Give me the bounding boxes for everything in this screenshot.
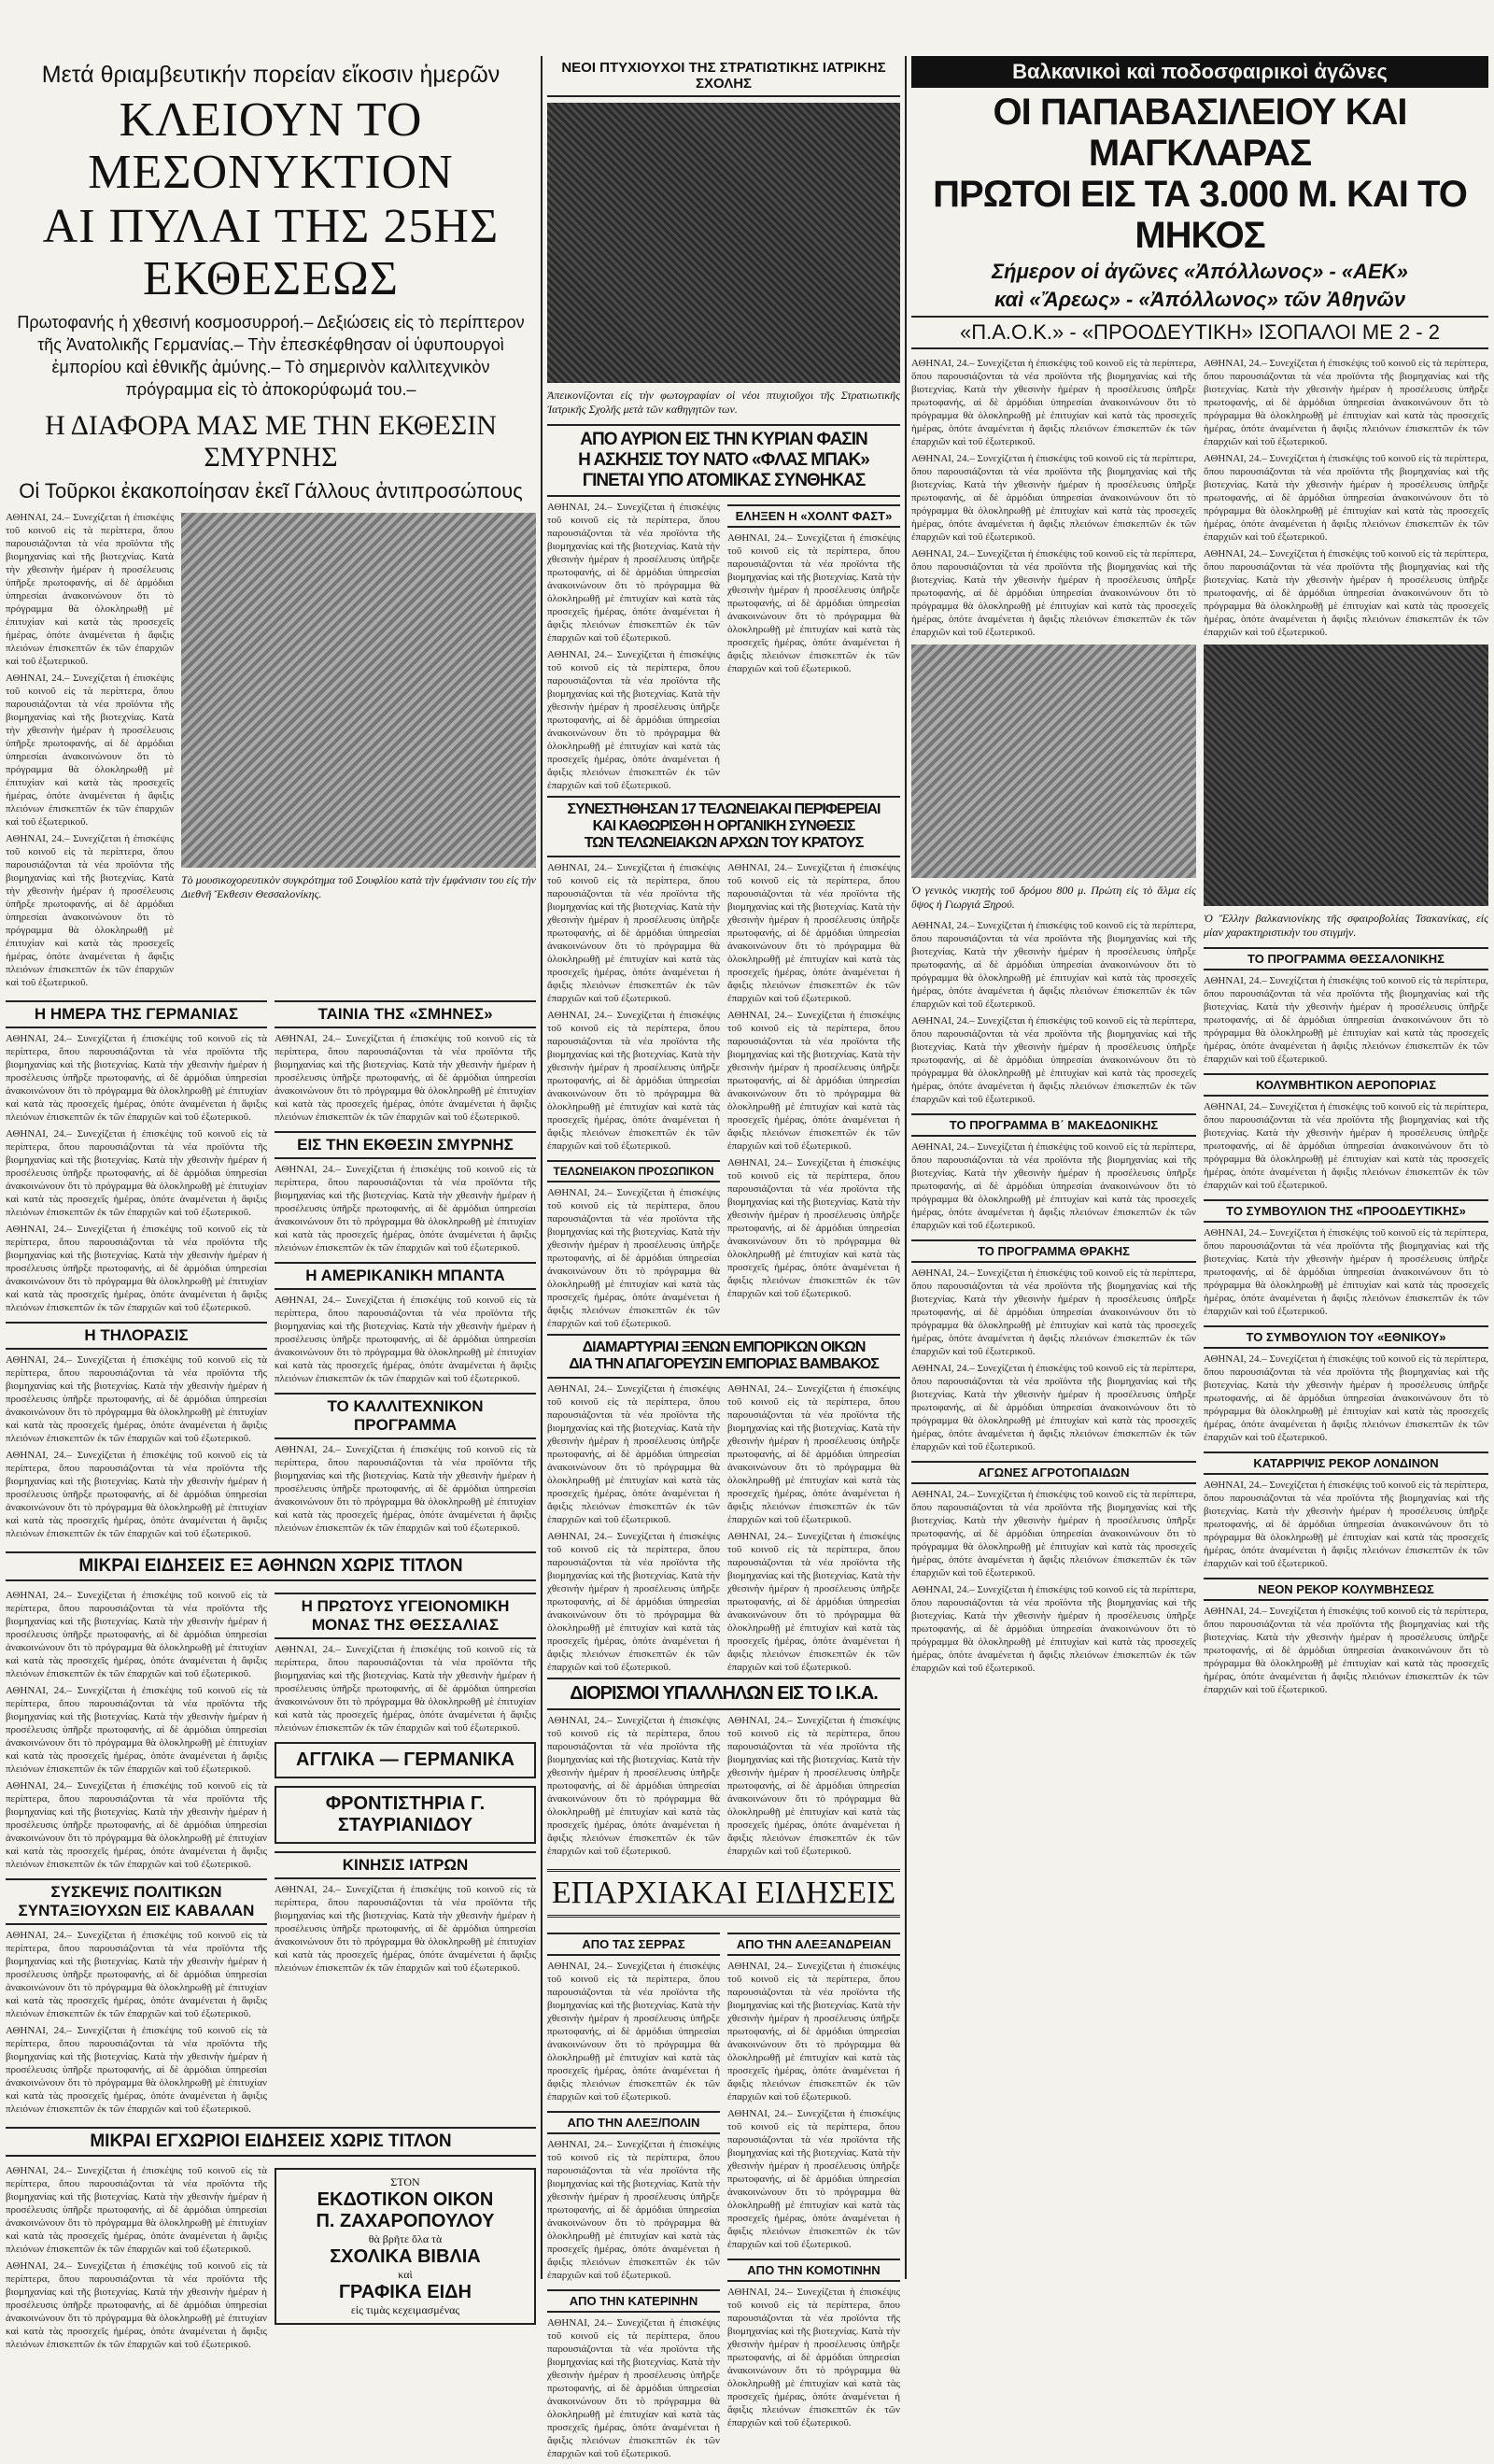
- article-text: ΑΘΗΝΑΙ, 24.– Συνεχίζεται ἡ ἐπισκέψις τοῦ κοινοῦ εἰς τὰ περίπτερα, ὅπου παρουσιάζονται τὰ νέα προϊόντα τῆς βιομηχανίας καὶ τῆς βιοτεχνίας. Κατὰ τὴν χθεσινὴν ἡμέραν ἡ προσέλευσις ὑπῆρξε πρωτοφανής, αἱ δὲ ἀρμόδιαι ὑπηρεσίαι ἀνακοινώνουν ὅτι τὸ πρόγραμμα θὰ ὁλοκληρωθῇ μὲ ἐπιτυχίαν καὶ κατὰ τὰς προσεχεῖς ἡμέρας, ὁπότε ἀναμένεται ἡ ἄφιξις πλειόνων ἐπισκεπτῶν ἐκ τῶν ἐπαρχιῶν καὶ τοῦ ἐξωτερικοῦ.: [275, 1295, 536, 1384]
- article-text: ΑΘΗΝΑΙ, 24.– Συνεχίζεται ἡ ἐπισκέψις τοῦ κοινοῦ εἰς τὰ περίπτερα, ὅπου παρουσιάζονται τὰ νέα προϊόντα τῆς βιομηχανίας καὶ τῆς βιοτεχνίας. Κατὰ τὴν χθεσινὴν ἡμέραν ἡ προσέλευσις ὑπῆρξε πρωτοφανής, αἱ δὲ ἀρμόδιαι ὑπηρεσίαι ἀνακοινώνουν ὅτι τὸ πρόγραμμα θὰ ὁλοκληρωθῇ μὲ ἐπιτυχίαν καὶ κατὰ τὰς προσεχεῖς ἡμέρας, ὁπότε ἀναμένεται ἡ ἄφιξις πλειόνων ἐπισκεπτῶν ἐκ τῶν ἐπαρχιῶν καὶ τοῦ ἐξωτερικοῦ.: [1204, 1353, 1488, 1443]
- section-program: ΤΟ ΚΑΛΛΙΤΕΧΝΙΚΟΝ ΠΡΟΓΡΑΜΜΑ: [275, 1393, 536, 1439]
- article-text: ΑΘΗΝΑΙ, 24.– Συνεχίζεται ἡ ἐπισκέψις τοῦ κοινοῦ εἰς τὰ περίπτερα, ὅπου παρουσιάζονται τὰ νέα προϊόντα τῆς βιομηχανίας καὶ τῆς βιοτεχνίας. Κατὰ τὴν χθεσινὴν ἡμέραν ἡ προσέλευσις ὑπῆρξε πρωτοφανής, αἱ δὲ ἀρμόδιαι ὑπηρεσίαι ἀνακοινώνουν ὅτι τὸ πρόγραμμα θὰ ὁλοκληρωθῇ μὲ ἐπιτυχίαν καὶ κατὰ τὰς προσεχεῖς ἡμέρας, ὁπότε ἀναμένεται ἡ ἄφιξις πλειόνων ἐπισκεπτῶν ἐκ τῶν ἐπαρχιῶν καὶ τοῦ ἐξωτερικοῦ.: [6, 1685, 267, 1775]
- article-text: ΑΘΗΝΑΙ, 24.– Συνεχίζεται ἡ ἐπισκέψις τοῦ κοινοῦ εἰς τὰ περίπτερα, ὅπου παρουσιάζονται τὰ νέα προϊόντα τῆς βιομηχανίας καὶ τῆς βιοτεχνίας. Κατὰ τὴν χθεσινὴν ἡμέραν ἡ προσέλευσις ὑπῆρξε πρωτοφανής, αἱ δὲ ἀρμόδιαι ὑπηρεσίαι ἀνακοινώνουν ὅτι τὸ πρόγραμμα θὰ ὁλοκληρωθῇ μὲ ἐπιτυχίαν καὶ κατὰ τὰς προσεχεῖς ἡμέρας, ὁπότε ἀναμένεται ἡ ἄφιξις πλειόνων ἐπισκεπτῶν ἐκ τῶν ἐπαρχιῶν καὶ τοῦ ἐξωτερικοῦ.: [911, 1363, 1196, 1452]
- customs-headline-3: ΤΩΝ ΤΕΛΩΝΕΙΑΚΩΝ ΑΡΧΩΝ ΤΟΥ ΚΡΑΤΟΥΣ: [547, 835, 900, 857]
- medical-school-banner: ΝΕΟΙ ΠΤΥΧΙΟΥΧΟΙ ΤΗΣ ΣΤΡΑΤΙΩΤΙΚΗΣ ΙΑΤΡΙΚΗΣ ΣΧΟΛΗΣ: [547, 56, 900, 97]
- ad-publisher-name: Π. ΖΑΧΑΡΟΠΟΥΛΟΥ: [316, 2211, 495, 2231]
- article-text: ΑΘΗΝΑΙ, 24.– Συνεχίζεται ἡ ἐπισκέψις τοῦ κοινοῦ εἰς τὰ περίπτερα, ὅπου παρουσιάζονται τὰ νέα προϊόντα τῆς βιομηχανίας καὶ τῆς βιοτεχνίας. Κατὰ τὴν χθεσινὴν ἡμέραν ἡ προσέλευσις ὑπῆρξε πρωτοφανής, αἱ δὲ ἀρμόδιαι ὑπηρεσίαι ἀνακοινώνουν ὅτι τὸ πρόγραμμα θὰ ὁλοκληρωθῇ μὲ ἐπιτυχίαν καὶ κατὰ τὰς προσεχεῖς ἡμέρας, ὁπότε ἀναμένεται ἡ ἄφιξις πλειόνων ἐπισκεπτῶν ἐκ τῶν ἐπαρχιῶν καὶ τοῦ ἐξωτερικοῦ.: [275, 1884, 536, 1974]
- article-text: ΑΘΗΝΑΙ, 24.– Συνεχίζεται ἡ ἐπισκέψις τοῦ κοινοῦ εἰς τὰ περίπτερα, ὅπου παρουσιάζονται τὰ νέα προϊόντα τῆς βιομηχανίας καὶ τῆς βιοτεχνίας. Κατὰ τὴν χθεσινὴν ἡμέραν ἡ προσέλευσις ὑπῆρξε πρωτοφανής, αἱ δὲ ἀρμόδιαι ὑπηρεσίαι ἀνακοινώνουν ὅτι τὸ πρόγραμμα θὰ ὁλοκληρωθῇ μὲ ἐπιτυχίαν καὶ κατὰ τὰς προσεχεῖς ἡμέρας, ὁπότε ἀναμένεται ἡ ἄφιξις πλειόνων ἐπισκεπτῶν ἐκ τῶν ἐπαρχιῶν καὶ τοῦ ἐξωτερικοῦ.: [6, 1590, 267, 1679]
- section-television: Η ΤΗΛΟΡΑΣΙΣ: [6, 1322, 267, 1350]
- section-health-unit: Η ΠΡΩΤΟΥΣ ΥΓΕΙΟΝΟΜΙΚΗ ΜΟΝΑΣ ΤΗΣ ΘΕΣΣΑΛΙΑΣ: [275, 1593, 536, 1639]
- article-text: ΑΘΗΝΑΙ, 24.– Συνεχίζεται ἡ ἐπισκέψις τοῦ κοινοῦ εἰς τὰ περίπτερα, ὅπου παρουσιάζονται τὰ νέα προϊόντα τῆς βιομηχανίας καὶ τῆς βιοτεχνίας. Κατὰ τὴν χθεσινὴν ἡμέραν ἡ προσέλευσις ὑπῆρξε πρωτοφανής, αἱ δὲ ἀρμόδιαι ὑπηρεσίαι ἀνακοινώνουν ὅτι τὸ πρόγραμμα θὰ ὁλοκληρωθῇ μὲ ἐπιτυχίαν καὶ κατὰ τὰς προσεχεῖς ἡμέρας, ὁπότε ἀναμένεται ἡ ἄφιξις πλειόνων ἐπισκεπτῶν ἐκ τῶν ἐπαρχιῶν καὶ τοῦ ἐξωτερικοῦ.: [547, 2317, 720, 2459]
- article-text: ΑΘΗΝΑΙ, 24.– Συνεχίζεται ἡ ἐπισκέψις τοῦ κοινοῦ εἰς τὰ περίπτερα, ὅπου παρουσιάζονται τὰ νέα προϊόντα τῆς βιομηχανίας καὶ τῆς βιοτεχνίας. Κατὰ τὴν χθεσινὴν ἡμέραν ἡ προσέλευσις ὑπῆρξε πρωτοφανής, αἱ δὲ ἀρμόδιαι ὑπηρεσίαι ἀνακοινώνουν ὅτι τὸ πρόγραμμα θὰ ὁλοκληρωθῇ μὲ ἐπιτυχίαν καὶ κατὰ τὰς προσεχεῖς ἡμέρας, ὁπότε ἀναμένεται ἡ ἄφιξις πλειόνων ἐπισκεπτῶν ἐκ τῶν ἐπαρχιῶν καὶ τοῦ ἐξωτερικοῦ.: [6, 512, 174, 667]
- smyrna-subhead: Η ΔΙΑΦΟΡΑ ΜΑΣ ΜΕ ΤΗΝ ΕΚΘΕΣΙΝ ΣΜΥΡΝΗΣ: [45, 410, 497, 473]
- section-thrace: ΤΟ ΠΡΟΓΡΑΜΜΑ ΘΡΑΚΗΣ: [911, 1239, 1196, 1263]
- section-london-records: ΚΑΤΑΡΡΙΨΙΣ ΡΕΚΟΡ ΛΟΝΔΙΝΟΝ: [1204, 1451, 1488, 1475]
- ad-publisher-line: εἰς τιμὰς κεχειμασμένας: [350, 2303, 460, 2316]
- graduates-photo-caption: Ἀπεικονίζονται εἰς τὴν φωτογραφίαν οἱ νέοι πτυχιοῦχοι τῆς Στρατιωτικῆς Ἰατρικῆς Σχολῆς μετὰ τῶν καθηγητῶν των.: [547, 389, 900, 416]
- section-customs-personnel: ΤΕΛΩΝΕΙΑΚΟΝ ΠΡΟΣΩΠΙΚΟΝ: [547, 1160, 720, 1182]
- ad-publisher: [275, 2168, 536, 2325]
- article-text: ΑΘΗΝΑΙ, 24.– Συνεχίζεται ἡ ἐπισκέψις τοῦ κοινοῦ εἰς τὰ περίπτερα, ὅπου παρουσιάζονται τὰ νέα προϊόντα τῆς βιομηχανίας καὶ τῆς βιοτεχνίας. Κατὰ τὴν χθεσινὴν ἡμέραν ἡ προσέλευσις ὑπῆρξε πρωτοφανής, αἱ δὲ ἀρμόδιαι ὑπηρεσίαι ἀνακοινώνουν ὅτι τὸ πρόγραμμα θὰ ὁλοκληρωθῇ μὲ ἐπιτυχίαν καὶ κατὰ τὰς προσεχεῖς ἡμέρας, ὁπότε ἀναμένεται ἡ ἄφιξις πλειόνων ἐπισκεπτῶν ἐκ τῶν ἐπαρχιῶν καὶ τοῦ ἐξωτερικοῦ.: [727, 1715, 900, 1857]
- section-smyrna: ΕΙΣ ΤΗΝ ΕΚΘΕΣΙΝ ΣΜΥΡΝΗΣ: [275, 1131, 536, 1159]
- graduates-photo: [547, 103, 900, 383]
- section-ethnikos-council: ΤΟ ΣΥΜΒΟΥΛΙΟΝ ΤΟΥ «ΕΘΝΙΚΟΥ»: [1204, 1325, 1488, 1349]
- provincial-news-headline: ΕΠΑΡΧΙΑΚΑΙ ΕΙΔΗΣΕΙΣ: [547, 1869, 900, 1918]
- section-doctors: ΚΙΝΗΣΙΣ ΙΑΤΡΩΝ: [275, 1851, 536, 1879]
- ad-publisher-line: θὰ βρῆτε ὅλα τὰ: [368, 2232, 443, 2245]
- section-american-band: Η ΑΜΕΡΙΚΑΝΙΚΗ ΜΠΑΝΤΑ: [275, 1262, 536, 1290]
- column-middle: [542, 56, 906, 2459]
- article-text: ΑΘΗΝΑΙ, 24.– Συνεχίζεται ἡ ἐπισκέψις τοῦ κοινοῦ εἰς τὰ περίπτερα, ὅπου παρουσιάζονται τὰ νέα προϊόντα τῆς βιομηχανίας καὶ τῆς βιοτεχνίας. Κατὰ τὴν χθεσινὴν ἡμέραν ἡ προσέλευσις ὑπῆρξε πρωτοφανής, αἱ δὲ ἀρμόδιαι ὑπηρεσίαι ἀνακοινώνουν ὅτι τὸ πρόγραμμα θὰ ὁλοκληρωθῇ μὲ ἐπιτυχίαν καὶ κατὰ τὰς προσεχεῖς ἡμέρας, ὁπότε ἀναμένεται ἡ ἄφιξις πλειόνων ἐπισκεπτῶν ἐκ τῶν ἐπαρχιῶν καὶ τοῦ ἐξωτερικοῦ.: [911, 453, 1196, 543]
- article-text: ΑΘΗΝΑΙ, 24.– Συνεχίζεται ἡ ἐπισκέψις τοῦ κοινοῦ εἰς τὰ περίπτερα, ὅπου παρουσιάζονται τὰ νέα προϊόντα τῆς βιομηχανίας καὶ τῆς βιοτεχνίας. Κατὰ τὴν χθεσινὴν ἡμέραν ἡ προσέλευσις ὑπῆρξε πρωτοφανής, αἱ δὲ ἀρμόδιαι ὑπηρεσίαι ἀνακοινώνουν ὅτι τὸ πρόγραμμα θὰ ὁλοκληρωθῇ μὲ ἐπιτυχίαν καὶ κατὰ τὰς προσεχεῖς ἡμέρας, ὁπότε ἀναμένεται ἡ ἄφιξις πλειόνων ἐπισκεπτῶν ἐκ τῶν ἐπαρχιῶν καὶ τοῦ ἐξωτερικοῦ.: [1204, 975, 1488, 1065]
- exhibition-deck: Πρωτοφανής ἡ χθεσινή κοσμοσυρροή.– Δεξιώσεις εἰς τὸ περίπτερον τῆς Ἀνατολικῆς Γερμανίας.– Τὴν ἐπεσκέφθησαν οἱ ὑφυπουργοὶ ἐμπορίου καὶ ἐθνικῆς ἀμύνης.– Τὸ σημερινὸν καλλιτεχνικὸν πρόγραμμα εἰς τὸ ἀποκορύφωμά του.–: [17, 313, 525, 399]
- section-swim-record: ΝΕΟΝ ΡΕΚΟΡ ΚΟΛΥΜΒΗΣΕΩΣ: [1204, 1578, 1488, 1601]
- article-text: ΑΘΗΝΑΙ, 24.– Συνεχίζεται ἡ ἐπισκέψις τοῦ κοινοῦ εἰς τὰ περίπτερα, ὅπου παρουσιάζονται τὰ νέα προϊόντα τῆς βιομηχανίας καὶ τῆς βιοτεχνίας. Κατὰ τὴν χθεσινὴν ἡμέραν ἡ προσέλευσις ὑπῆρξε πρωτοφανής, αἱ δὲ ἀρμόδιαι ὑπηρεσίαι ἀνακοινώνουν ὅτι τὸ πρόγραμμα θὰ ὁλοκληρωθῇ μὲ ἐπιτυχίαν καὶ κατὰ τὰς προσεχεῖς ἡμέρας, ὁπότε ἀναμένεται ἡ ἄφιξις πλειόνων ἐπισκεπτῶν ἐκ τῶν ἐπαρχιῶν καὶ τοῦ ἐξωτερικοῦ.: [911, 1584, 1196, 1674]
- article-text: ΑΘΗΝΑΙ, 24.– Συνεχίζεται ἡ ἐπισκέψις τοῦ κοινοῦ εἰς τὰ περίπτερα, ὅπου παρουσιάζονται τὰ νέα προϊόντα τῆς βιομηχανίας καὶ τῆς βιοτεχνίας. Κατὰ τὴν χθεσινὴν ἡμέραν ἡ προσέλευσις ὑπῆρξε πρωτοφανής, αἱ δὲ ἀρμόδιαι ὑπηρεσίαι ἀνακοινώνουν ὅτι τὸ πρόγραμμα θὰ ὁλοκληρωθῇ μὲ ἐπιτυχίαν καὶ κατὰ τὰς προσεχεῖς ἡμέρας, ὁπότε ἀναμένεται ἡ ἄφιξις πλειόνων ἐπισκεπτῶν ἐκ τῶν ἐπαρχιῶν καὶ τοῦ ἐξωτερικοῦ.: [1204, 1227, 1488, 1317]
- article-text: ΑΘΗΝΑΙ, 24.– Συνεχίζεται ἡ ἐπισκέψις τοῦ κοινοῦ εἰς τὰ περίπτερα, ὅπου παρουσιάζονται τὰ νέα προϊόντα τῆς βιομηχανίας καὶ τῆς βιοτεχνίας. Κατὰ τὴν χθεσινὴν ἡμέραν ἡ προσέλευσις ὑπῆρξε πρωτοφανής, αἱ δὲ ἀρμόδιαι ὑπηρεσίαι ἀνακοινώνουν ὅτι τὸ πρόγραμμα θὰ ὁλοκληρωθῇ μὲ ἐπιτυχίαν καὶ κατὰ τὰς προσεχεῖς ἡμέρας, ὁπότε ἀναμένεται ἡ ἄφιξις πλειόνων ἐπισκεπτῶν ἐκ τῶν ἐπαρχιῶν καὶ τοῦ ἐξωτερικοῦ.: [727, 2287, 900, 2429]
- article-text: ΑΘΗΝΑΙ, 24.– Συνεχίζεται ἡ ἐπισκέψις τοῦ κοινοῦ εἰς τὰ περίπτερα, ὅπου παρουσιάζονται τὰ νέα προϊόντα τῆς βιομηχανίας καὶ τῆς βιοτεχνίας. Κατὰ τὴν χθεσινὴν ἡμέραν ἡ προσέλευσις ὑπῆρξε πρωτοφανής, αἱ δὲ ἀρμόδιαι ὑπηρεσίαι ἀνακοινώνουν ὅτι τὸ πρόγραμμα θὰ ὁλοκληρωθῇ μὲ ἐπιτυχίαν καὶ κατὰ τὰς προσεχεῖς ἡμέρας, ὁπότε ἀναμένεται ἡ ἄφιξις πλειόνων ἐπισκεπτῶν ἐκ τῶν ἐπαρχιῶν καὶ τοῦ ἐξωτερικοῦ.: [6, 2025, 267, 2115]
- section-film: ΤΑΙΝΙΑ ΤΗΣ «ΣΜΗΝΕΣ»: [275, 1000, 536, 1028]
- article-text: ΑΘΗΝΑΙ, 24.– Συνεχίζεται ἡ ἐπισκέψις τοῦ κοινοῦ εἰς τὰ περίπτερα, ὅπου παρουσιάζονται τὰ νέα προϊόντα τῆς βιομηχανίας καὶ τῆς βιοτεχνίας. Κατὰ τὴν χθεσινὴν ἡμέραν ἡ προσέλευσις ὑπῆρξε πρωτοφανής, αἱ δὲ ἀρμόδιαι ὑπηρεσίαι ἀνακοινώνουν ὅτι τὸ πρόγραμμα θὰ ὁλοκληρωθῇ μὲ ἐπιτυχίαν καὶ κατὰ τὰς προσεχεῖς ἡμέρας, ὁπότε ἀναμένεται ἡ ἄφιξις πλειόνων ἐπισκεπτῶν ἐκ τῶν ἐπαρχιῶν καὶ τοῦ ἐξωτερικοῦ.: [727, 1531, 900, 1673]
- article-text: ΑΘΗΝΑΙ, 24.– Συνεχίζεται ἡ ἐπισκέψις τοῦ κοινοῦ εἰς τὰ περίπτερα, ὅπου παρουσιάζονται τὰ νέα προϊόντα τῆς βιομηχανίας καὶ τῆς βιοτεχνίας. Κατὰ τὴν χθεσινὴν ἡμέραν ἡ προσέλευσις ὑπῆρξε πρωτοφανής, αἱ δὲ ἀρμόδιαι ὑπηρεσίαι ἀνακοινώνουν ὅτι τὸ πρόγραμμα θὰ ὁλοκληρωθῇ μὲ ἐπιτυχίαν καὶ κατὰ τὰς προσεχεῖς ἡμέρας, ὁπότε ἀναμένεται ἡ ἄφιξις πλειόνων ἐπισκεπτῶν ἐκ τῶν ἐπαρχιῶν καὶ τοῦ ἐξωτερικοῦ.: [6, 1780, 267, 1870]
- section-komotini: ΑΠΟ ΤΗΝ ΚΟΜΟΤΙΝΗΝ: [727, 2259, 900, 2282]
- article-text: ΑΘΗΝΑΙ, 24.– Συνεχίζεται ἡ ἐπισκέψις τοῦ κοινοῦ εἰς τὰ περίπτερα, ὅπου παρουσιάζονται τὰ νέα προϊόντα τῆς βιομηχανίας καὶ τῆς βιοτεχνίας. Κατὰ τὴν χθεσινὴν ἡμέραν ἡ προσέλευσις ὑπῆρξε πρωτοφανής, αἱ δὲ ἀρμόδιαι ὑπηρεσίαι ἀνακοινώνουν ὅτι τὸ πρόγραμμα θὰ ὁλοκληρωθῇ μὲ ἐπιτυχίαν καὶ κατὰ τὰς προσεχεῖς ἡμέρας, ὁπότε ἀναμένεται ἡ ἄφιξις πλειόνων ἐπισκεπτῶν ἐκ τῶν ἐπαρχιῶν καὶ τοῦ ἐξωτερικοῦ.: [911, 920, 1196, 1010]
- nato-headline-1: ΑΠΟ ΑΥΡΙΟΝ ΕΙΣ ΤΗΝ ΚΥΡΙΑΝ ΦΑΣΙΝ: [547, 424, 900, 450]
- article-text: ΑΘΗΝΑΙ, 24.– Συνεχίζεται ἡ ἐπισκέψις τοῦ κοινοῦ εἰς τὰ περίπτερα, ὅπου παρουσιάζονται τὰ νέα προϊόντα τῆς βιομηχανίας καὶ τῆς βιοτεχνίας. Κατὰ τὴν χθεσινὴν ἡμέραν ἡ προσέλευσις ὑπῆρξε πρωτοφανής, αἱ δὲ ἀρμόδιαι ὑπηρεσίαι ἀνακοινώνουν ὅτι τὸ πρόγραμμα θὰ ὁλοκληρωθῇ μὲ ἐπιτυχίαν καὶ κατὰ τὰς προσεχεῖς ἡμέρας, ὁπότε ἀναμένεται ἡ ἄφιξις πλειόνων ἐπισκεπτῶν ἐκ τῶν ἐπαρχιῶν καὶ τοῦ ἐξωτερικοῦ.: [6, 1450, 267, 1539]
- article-text: ΑΘΗΝΑΙ, 24.– Συνεχίζεται ἡ ἐπισκέψις τοῦ κοινοῦ εἰς τὰ περίπτερα, ὅπου παρουσιάζονται τὰ νέα προϊόντα τῆς βιομηχανίας καὶ τῆς βιοτεχνίας. Κατὰ τὴν χθεσινὴν ἡμέραν ἡ προσέλευσις ὑπῆρξε πρωτοφανής, αἱ δὲ ἀρμόδιαι ὑπηρεσίαι ἀνακοινώνουν ὅτι τὸ πρόγραμμα θὰ ὁλοκληρωθῇ μὲ ἐπιτυχίαν καὶ κατὰ τὰς προσεχεῖς ἡμέρας, ὁπότε ἀναμένεται ἡ ἄφιξις πλειόνων ἐπισκεπτῶν ἐκ τῶν ἐπαρχιῶν καὶ τοῦ ἐξωτερικοῦ.: [911, 1489, 1196, 1579]
- ad-tutoring: [275, 1786, 536, 1844]
- article-text: ΑΘΗΝΑΙ, 24.– Συνεχίζεται ἡ ἐπισκέψις τοῦ κοινοῦ εἰς τὰ περίπτερα, ὅπου παρουσιάζονται τὰ νέα προϊόντα τῆς βιομηχανίας καὶ τῆς βιοτεχνίας. Κατὰ τὴν χθεσινὴν ἡμέραν ἡ προσέλευσις ὑπῆρξε πρωτοφανής, αἱ δὲ ἀρμόδιαι ὑπηρεσίαι ἀνακοινώνουν ὅτι τὸ πρόγραμμα θὰ ὁλοκληρωθῇ μὲ ἐπιτυχίαν καὶ κατὰ τὰς προσεχεῖς ἡμέρας, ὁπότε ἀναμένεται ἡ ἄφιξις πλειόνων ἐπισκεπτῶν ἐκ τῶν ἐπαρχιῶν καὶ τοῦ ἐξωτερικοῦ.: [275, 1444, 536, 1534]
- section-serres: ΑΠΟ ΤΑΣ ΣΕΡΡΑΣ: [547, 1933, 720, 1956]
- shot-putter-photo-caption: Ὁ Ἕλλην βαλκανιονίκης τῆς σφαιροβολίας Τσακανίκας, εἰς μίαν χαρακτηριστικὴν του στιγμήν.: [1204, 912, 1488, 939]
- article-text: ΑΘΗΝΑΙ, 24.– Συνεχίζεται ἡ ἐπισκέψις τοῦ κοινοῦ εἰς τὰ περίπτερα, ὅπου παρουσιάζονται τὰ νέα προϊόντα τῆς βιομηχανίας καὶ τῆς βιοτεχνίας. Κατὰ τὴν χθεσινὴν ἡμέραν ἡ προσέλευσις ὑπῆρξε πρωτοφανής, αἱ δὲ ἀρμόδιαι ὑπηρεσίαι ἀνακοινώνουν ὅτι τὸ πρόγραμμα θὰ ὁλοκληρωθῇ μὲ ἐπιτυχίαν καὶ κατὰ τὰς προσεχεῖς ἡμέρας, ὁπότε ἀναμένεται ἡ ἄφιξις πλειόνων ἐπισκεπτῶν ἐκ τῶν ἐπαρχιῶν καὶ τοῦ ἐξωτερικοῦ.: [547, 649, 720, 791]
- runner-photo: [911, 644, 1196, 878]
- article-text: ΑΘΗΝΑΙ, 24.– Συνεχίζεται ἡ ἐπισκέψις τοῦ κοινοῦ εἰς τὰ περίπτερα, ὅπου παρουσιάζονται τὰ νέα προϊόντα τῆς βιομηχανίας καὶ τῆς βιοτεχνίας. Κατὰ τὴν χθεσινὴν ἡμέραν ἡ προσέλευσις ὑπῆρξε πρωτοφανής, αἱ δὲ ἀρμόδιαι ὑπηρεσίαι ἀνακοινώνουν ὅτι τὸ πρόγραμμα θὰ ὁλοκληρωθῇ μὲ ἐπιτυχίαν καὶ κατὰ τὰς προσεχεῖς ἡμέρας, ὁπότε ἀναμένεται ἡ ἄφιξις πλειόνων ἐπισκεπτῶν ἐκ τῶν ἐπαρχιῶν καὶ τοῦ ἐξωτερικοῦ.: [547, 2139, 720, 2281]
- sports-headline-2: ΠΡΩΤΟΙ ΕΙΣ ΤΑ 3.000 Μ. ΚΑΙ ΤΟ ΜΗΚΟΣ: [933, 174, 1467, 256]
- customs-headline-2: ΚΑΙ ΚΑΘΩΡΙΣΘΗ Η ΟΡΓΑΝΙΚΗ ΣΥΝΘΕΣΙΣ: [592, 818, 855, 834]
- article-text: ΑΘΗΝΑΙ, 24.– Συνεχίζεται ἡ ἐπισκέψις τοῦ κοινοῦ εἰς τὰ περίπτερα, ὅπου παρουσιάζονται τὰ νέα προϊόντα τῆς βιομηχανίας καὶ τῆς βιοτεχνίας. Κατὰ τὴν χθεσινὴν ἡμέραν ἡ προσέλευσις ὑπῆρξε πρωτοφανής, αἱ δὲ ἀρμόδιαι ὑπηρεσίαι ἀνακοινώνουν ὅτι τὸ πρόγραμμα θὰ ὁλοκληρωθῇ μὲ ἐπιτυχίαν καὶ κατὰ τὰς προσεχεῖς ἡμέρας, ὁπότε ἀναμένεται ἡ ἄφιξις πλειόνων ἐπισκεπτῶν ἐκ τῶν ἐπαρχιῶν καὶ τοῦ ἐξωτερικοῦ.: [727, 1383, 900, 1525]
- sports-subhead-1: Σήμερον οἱ ἀγῶνες «Ἀπόλλωνος» - «ΑΕΚ»: [992, 260, 1408, 283]
- shot-putter-photo: [1204, 644, 1488, 906]
- cotton-headline-1: ΔΙΑΜΑΡΤΥΡΙΑΙ ΞΕΝΩΝ ΕΜΠΟΡΙΚΩΝ ΟΙΚΩΝ: [547, 1334, 900, 1356]
- article-text: ΑΘΗΝΑΙ, 24.– Συνεχίζεται ἡ ἐπισκέψις τοῦ κοινοῦ εἰς τὰ περίπτερα, ὅπου παρουσιάζονται τὰ νέα προϊόντα τῆς βιομηχανίας καὶ τῆς βιοτεχνίας. Κατὰ τὴν χθεσινὴν ἡμέραν ἡ προσέλευσις ὑπῆρξε πρωτοφανής, αἱ δὲ ἀρμόδιαι ὑπηρεσίαι ἀνακοινώνουν ὅτι τὸ πρόγραμμα θὰ ὁλοκληρωθῇ μὲ ἐπιτυχίαν καὶ κατὰ τὰς προσεχεῖς ἡμέρας, ὁπότε ἀναμένεται ἡ ἄφιξις πλειόνων ἐπισκεπτῶν ἐκ τῶν ἐπαρχιῶν καὶ τοῦ ἐξωτερικοῦ.: [6, 2165, 267, 2255]
- article-text: ΑΘΗΝΑΙ, 24.– Συνεχίζεται ἡ ἐπισκέψις τοῦ κοινοῦ εἰς τὰ περίπτερα, ὅπου παρουσιάζονται τὰ νέα προϊόντα τῆς βιομηχανίας καὶ τῆς βιοτεχνίας. Κατὰ τὴν χθεσινὴν ἡμέραν ἡ προσέλευσις ὑπῆρξε πρωτοφανής, αἱ δὲ ἀρμόδιαι ὑπηρεσίαι ἀνακοινώνουν ὅτι τὸ πρόγραμμα θὰ ὁλοκληρωθῇ μὲ ἐπιτυχίαν καὶ κατὰ τὰς προσεχεῖς ἡμέρας, ὁπότε ἀναμένεται ἡ ἄφιξις πλειόνων ἐπισκεπτῶν ἐκ τῶν ἐπαρχιῶν καὶ τοῦ ἐξωτερικοῦ.: [1204, 1101, 1488, 1191]
- article-text: ΑΘΗΝΑΙ, 24.– Συνεχίζεται ἡ ἐπισκέψις τοῦ κοινοῦ εἰς τὰ περίπτερα, ὅπου παρουσιάζονται τὰ νέα προϊόντα τῆς βιομηχανίας καὶ τῆς βιοτεχνίας. Κατὰ τὴν χθεσινὴν ἡμέραν ἡ προσέλευσις ὑπῆρξε πρωτοφανής, αἱ δὲ ἀρμόδιαι ὑπηρεσίαι ἀνακοινώνουν ὅτι τὸ πρόγραμμα θὰ ὁλοκληρωθῇ μὲ ἐπιτυχίαν καὶ κατὰ τὰς προσεχεῖς ἡμέρας, ὁπότε ἀναμένεται ἡ ἄφιξις πλειόνων ἐπισκεπτῶν ἐκ τῶν ἐπαρχιῶν καὶ τοῦ ἐξωτερικοῦ.: [6, 1128, 267, 1218]
- article-text: ΑΘΗΝΑΙ, 24.– Συνεχίζεται ἡ ἐπισκέψις τοῦ κοινοῦ εἰς τὰ περίπτερα, ὅπου παρουσιάζονται τὰ νέα προϊόντα τῆς βιομηχανίας καὶ τῆς βιοτεχνίας. Κατὰ τὴν χθεσινὴν ἡμέραν ἡ προσέλευσις ὑπῆρξε πρωτοφανής, αἱ δὲ ἀρμόδιαι ὑπηρεσίαι ἀνακοινώνουν ὅτι τὸ πρόγραμμα θὰ ὁλοκληρωθῇ μὲ ἐπιτυχίαν καὶ κατὰ τὰς προσεχεῖς ἡμέρας, ὁπότε ἀναμένεται ἡ ἄφιξις πλειόνων ἐπισκεπτῶν ἐκ τῶν ἐπαρχιῶν καὶ τοῦ ἐξωτερικοῦ.: [911, 1141, 1196, 1231]
- article-text: ΑΘΗΝΑΙ, 24.– Συνεχίζεται ἡ ἐπισκέψις τοῦ κοινοῦ εἰς τὰ περίπτερα, ὅπου παρουσιάζονται τὰ νέα προϊόντα τῆς βιομηχανίας καὶ τῆς βιοτεχνίας. Κατὰ τὴν χθεσινὴν ἡμέραν ἡ προσέλευσις ὑπῆρξε πρωτοφανής, αἱ δὲ ἀρμόδιαι ὑπηρεσίαι ἀνακοινώνουν ὅτι τὸ πρόγραμμα θὰ ὁλοκληρωθῇ μὲ ἐπιτυχίαν καὶ κατὰ τὰς προσεχεῖς ἡμέρας, ὁπότε ἀναμένεται ἡ ἄφιξις πλειόνων ἐπισκεπτῶν ἐκ τῶν ἐπαρχιῶν καὶ τοῦ ἐξωτερικοῦ.: [1204, 1606, 1488, 1695]
- provincial-news: [547, 1925, 900, 2464]
- article-text: ΑΘΗΝΑΙ, 24.– Συνεχίζεται ἡ ἐπισκέψις τοῦ κοινοῦ εἰς τὰ περίπτερα, ὅπου παρουσιάζονται τὰ νέα προϊόντα τῆς βιομηχανίας καὶ τῆς βιοτεχνίας. Κατὰ τὴν χθεσινὴν ἡμέραν ἡ προσέλευσις ὑπῆρξε πρωτοφανής, αἱ δὲ ἀρμόδιαι ὑπηρεσίαι ἀνακοινώνουν ὅτι τὸ πρόγραμμα θὰ ὁλοκληρωθῇ μὲ ἐπιτυχίαν καὶ κατὰ τὰς προσεχεῖς ἡμέρας, ὁπότε ἀναμένεται ἡ ἄφιξις πλειόνων ἐπισκεπτῶν ἐκ τῶν ἐπαρχιῶν καὶ τοῦ ἐξωτερικοῦ.: [547, 1531, 720, 1673]
- dance-photo-caption: Τὸ μουσικοχορευτικὸν συγκρότημα τοῦ Σουφλίου κατὰ τὴν ἐμφάνισιν του εἰς τὴν Διεθνῆ Ἔκθεσιν Θεσσαλονίκης.: [181, 873, 536, 900]
- smyrna-subhead-2: Οἱ Τοῦρκοι ἐκακοποίησαν ἐκεῖ Γάλλους ἀντιπροσώπους: [19, 479, 523, 503]
- section-katerini: ΑΠΟ ΤΗΝ ΚΑΤΕΡΙΝΗΝ: [547, 2289, 720, 2313]
- ad-publisher-line: ΓΡΑΦΙΚΑ ΕΙΔΗ: [339, 2282, 472, 2302]
- article-text: ΑΘΗΝΑΙ, 24.– Συνεχίζεται ἡ ἐπισκέψις τοῦ κοινοῦ εἰς τὰ περίπτερα, ὅπου παρουσιάζονται τὰ νέα προϊόντα τῆς βιομηχανίας καὶ τῆς βιοτεχνίας. Κατὰ τὴν χθεσινὴν ἡμέραν ἡ προσέλευσις ὑπῆρξε πρωτοφανής, αἱ δὲ ἀρμόδιαι ὑπηρεσίαι ἀνακοινώνουν ὅτι τὸ πρόγραμμα θὰ ὁλοκληρωθῇ μὲ ἐπιτυχίαν καὶ κατὰ τὰς προσεχεῖς ἡμέρας, ὁπότε ἀναμένεται ἡ ἄφιξις πλειόνων ἐπισκεπτῶν ἐκ τῶν ἐπαρχιῶν καὶ τοῦ ἐξωτερικοῦ.: [727, 532, 900, 674]
- column-right: [906, 56, 1494, 2279]
- article-text: ΑΘΗΝΑΙ, 24.– Συνεχίζεται ἡ ἐπισκέψις τοῦ κοινοῦ εἰς τὰ περίπτερα, ὅπου παρουσιάζονται τὰ νέα προϊόντα τῆς βιομηχανίας καὶ τῆς βιοτεχνίας. Κατὰ τὴν χθεσινὴν ἡμέραν ἡ προσέλευσις ὑπῆρξε πρωτοφανής, αἱ δὲ ἀρμόδιαι ὑπηρεσίαι ἀνακοινώνουν ὅτι τὸ πρόγραμμα θὰ ὁλοκληρωθῇ μὲ ἐπιτυχίαν καὶ κατὰ τὰς προσεχεῖς ἡμέρας, ὁπότε ἀναμένεται ἡ ἄφιξις πλειόνων ἐπισκεπτῶν ἐκ τῶν ἐπαρχιῶν καὶ τοῦ ἐξωτερικοῦ.: [6, 1033, 267, 1123]
- article-text: ΑΘΗΝΑΙ, 24.– Συνεχίζεται ἡ ἐπισκέψις τοῦ κοινοῦ εἰς τὰ περίπτερα, ὅπου παρουσιάζονται τὰ νέα προϊόντα τῆς βιομηχανίας καὶ τῆς βιοτεχνίας. Κατὰ τὴν χθεσινὴν ἡμέραν ἡ προσέλευσις ὑπῆρξε πρωτοφανής, αἱ δὲ ἀρμόδιαι ὑπηρεσίαι ἀνακοινώνουν ὅτι τὸ πρόγραμμα θὰ ὁλοκληρωθῇ μὲ ἐπιτυχίαν καὶ κατὰ τὰς προσεχεῖς ἡμέρας, ὁπότε ἀναμένεται ἡ ἄφιξις πλειόνων ἐπισκεπτῶν ἐκ τῶν ἐπαρχιῶν καὶ τοῦ ἐξωτερικοῦ.: [547, 1187, 720, 1329]
- ad-publisher-line: καὶ: [398, 2268, 413, 2281]
- dance-group-photo: [181, 513, 536, 868]
- ad-publisher-line: ΣΤΟΝ: [390, 2175, 420, 2188]
- article-text: ΑΘΗΝΑΙ, 24.– Συνεχίζεται ἡ ἐπισκέψις τοῦ κοινοῦ εἰς τὰ περίπτερα, ὅπου παρουσιάζονται τὰ νέα προϊόντα τῆς βιομηχανίας καὶ τῆς βιοτεχνίας. Κατὰ τὴν χθεσινὴν ἡμέραν ἡ προσέλευσις ὑπῆρξε πρωτοφανής, αἱ δὲ ἀρμόδιαι ὑπηρεσίαι ἀνακοινώνουν ὅτι τὸ πρόγραμμα θὰ ὁλοκληρωθῇ μὲ ἐπιτυχίαν καὶ κατὰ τὰς προσεχεῖς ἡμέρας, ὁπότε ἀναμένεται ἡ ἄφιξις πλειόνων ἐπισκεπτῶν ἐκ τῶν ἐπαρχιῶν καὶ τοῦ ἐξωτερικοῦ.: [911, 1267, 1196, 1357]
- article-text: ΑΘΗΝΑΙ, 24.– Συνεχίζεται ἡ ἐπισκέψις τοῦ κοινοῦ εἰς τὰ περίπτερα, ὅπου παρουσιάζονται τὰ νέα προϊόντα τῆς βιομηχανίας καὶ τῆς βιοτεχνίας. Κατὰ τὴν χθεσινὴν ἡμέραν ἡ προσέλευσις ὑπῆρξε πρωτοφανής, αἱ δὲ ἀρμόδιαι ὑπηρεσίαι ἀνακοινώνουν ὅτι τὸ πρόγραμμα θὰ ὁλοκληρωθῇ μὲ ἐπιτυχίαν καὶ κατὰ τὰς προσεχεῖς ἡμέρας, ὁπότε ἀναμένεται ἡ ἄφιξις πλειόνων ἐπισκεπτῶν ἐκ τῶν ἐπαρχιῶν καὶ τοῦ ἐξωτερικοῦ.: [6, 2260, 267, 2350]
- article-text: ΑΘΗΝΑΙ, 24.– Συνεχίζεται ἡ ἐπισκέψις τοῦ κοινοῦ εἰς τὰ περίπτερα, ὅπου παρουσιάζονται τὰ νέα προϊόντα τῆς βιομηχανίας καὶ τῆς βιοτεχνίας. Κατὰ τὴν χθεσινὴν ἡμέραν ἡ προσέλευσις ὑπῆρξε πρωτοφανής, αἱ δὲ ἀρμόδιαι ὑπηρεσίαι ἀνακοινώνουν ὅτι τὸ πρόγραμμα θὰ ὁλοκληρωθῇ μὲ ἐπιτυχίαν καὶ κατὰ τὰς προσεχεῖς ἡμέρας, ὁπότε ἀναμένεται ἡ ἄφιξις πλειόνων ἐπισκεπτῶν ἐκ τῶν ἐπαρχιῶν καὶ τοῦ ἐξωτερικοῦ.: [275, 1644, 536, 1734]
- section-proodeftiki-council: ΤΟ ΣΥΜΒΟΥΛΙΟΝ ΤΗΣ «ΠΡΟΟΔΕΥΤΙΚΗΣ»: [1204, 1199, 1488, 1223]
- article-text: ΑΘΗΝΑΙ, 24.– Συνεχίζεται ἡ ἐπισκέψις τοῦ κοινοῦ εἰς τὰ περίπτερα, ὅπου παρουσιάζονται τὰ νέα προϊόντα τῆς βιομηχανίας καὶ τῆς βιοτεχνίας. Κατὰ τὴν χθεσινὴν ἡμέραν ἡ προσέλευσις ὑπῆρξε πρωτοφανής, αἱ δὲ ἀρμόδιαι ὑπηρεσίαι ἀνακοινώνουν ὅτι τὸ πρόγραμμα θὰ ὁλοκληρωθῇ μὲ ἐπιτυχίαν καὶ κατὰ τὰς προσεχεῖς ἡμέρας, ὁπότε ἀναμένεται ἡ ἄφιξις πλειόνων ἐπισκεπτῶν ἐκ τῶν ἐπαρχιῶν καὶ τοῦ ἐξωτερικοῦ.: [6, 1930, 267, 2019]
- article-text: ΑΘΗΝΑΙ, 24.– Συνεχίζεται ἡ ἐπισκέψις τοῦ κοινοῦ εἰς τὰ περίπτερα, ὅπου παρουσιάζονται τὰ νέα προϊόντα τῆς βιομηχανίας καὶ τῆς βιοτεχνίας. Κατὰ τὴν χθεσινὴν ἡμέραν ἡ προσέλευσις ὑπῆρξε πρωτοφανής, αἱ δὲ ἀρμόδιαι ὑπηρεσίαι ἀνακοινώνουν ὅτι τὸ πρόγραμμα θὰ ὁλοκληρωθῇ μὲ ἐπιτυχίαν καὶ κατὰ τὰς προσεχεῖς ἡμέρας, ὁπότε ἀναμένεται ἡ ἄφιξις πλειόνων ἐπισκεπτῶν ἐκ τῶν ἐπαρχιῶν καὶ τοῦ ἐξωτερικοῦ.: [547, 1715, 720, 1857]
- customs-headline-1: ΣΥΝΕΣΤΗΘΗΣΑΝ 17 ΤΕΛΩΝΕΙΑΚΑΙ ΠΕΡΙΦΕΡΕΙΑΙ: [547, 796, 900, 818]
- section-macedonia: ΤΟ ΠΡΟΓΡΑΜΜΑ Β΄ ΜΑΚΕΔΟΝΙΚΗΣ: [911, 1113, 1196, 1137]
- article-text: ΑΘΗΝΑΙ, 24.– Συνεχίζεται ἡ ἐπισκέψις τοῦ κοινοῦ εἰς τὰ περίπτερα, ὅπου παρουσιάζονται τὰ νέα προϊόντα τῆς βιομηχανίας καὶ τῆς βιοτεχνίας. Κατὰ τὴν χθεσινὴν ἡμέραν ἡ προσέλευσις ὑπῆρξε πρωτοφανής, αἱ δὲ ἀρμόδιαι ὑπηρεσίαι ἀνακοινώνουν ὅτι τὸ πρόγραμμα θὰ ὁλοκληρωθῇ μὲ ἐπιτυχίαν καὶ κατὰ τὰς προσεχεῖς ἡμέρας, ὁπότε ἀναμένεται ἡ ἄφιξις πλειόνων ἐπισκεπτῶν ἐκ τῶν ἐπαρχιῶν καὶ τοῦ ἐξωτερικοῦ.: [547, 862, 720, 1004]
- exhibition-headline-1: ΚΛΕΙΟΥΝ ΤΟ ΜΕΣΟΝΥΚΤΙΟΝ: [88, 93, 454, 199]
- sports-subhead-3: «Π.Α.Ο.Κ.» - «ΠΡΟΟΔΕΥΤΙΚΗ» ΙΣΟΠΑΛΟΙ ΜΕ 2 - 2: [911, 316, 1488, 349]
- sports-headline-1: ΟΙ ΠΑΠΑΒΑΣΙΛΕΙΟΥ ΚΑΙ ΜΑΓΚΛΑΡΑΣ: [993, 92, 1407, 174]
- cotton-story: [547, 1379, 900, 1678]
- article-text: ΑΘΗΝΑΙ, 24.– Συνεχίζεται ἡ ἐπισκέψις τοῦ κοινοῦ εἰς τὰ περίπτερα, ὅπου παρουσιάζονται τὰ νέα προϊόντα τῆς βιομηχανίας καὶ τῆς βιοτεχνίας. Κατὰ τὴν χθεσινὴν ἡμέραν ἡ προσέλευσις ὑπῆρξε πρωτοφανής, αἱ δὲ ἀρμόδιαι ὑπηρεσίαι ἀνακοινώνουν ὅτι τὸ πρόγραμμα θὰ ὁλοκληρωθῇ μὲ ἐπιτυχίαν καὶ κατὰ τὰς προσεχεῖς ἡμέρας, ὁπότε ἀναμένεται ἡ ἄφιξις πλειόνων ἐπισκεπτῶν ἐκ τῶν ἐπαρχιῶν καὶ τοῦ ἐξωτερικοῦ.: [727, 2108, 900, 2250]
- sports-story: [911, 353, 1488, 1700]
- section-agrotopaides: ΑΓΩΝΕΣ ΑΓΡΟΤΟΠΑΙΔΩΝ: [911, 1461, 1196, 1484]
- column-left: [0, 56, 542, 2350]
- article-text: ΑΘΗΝΑΙ, 24.– Συνεχίζεται ἡ ἐπισκέψις τοῦ κοινοῦ εἰς τὰ περίπτερα, ὅπου παρουσιάζονται τὰ νέα προϊόντα τῆς βιομηχανίας καὶ τῆς βιοτεχνίας. Κατὰ τὴν χθεσινὴν ἡμέραν ἡ προσέλευσις ὑπῆρξε πρωτοφανής, αἱ δὲ ἀρμόδιαι ὑπηρεσίαι ἀνακοινώνουν ὅτι τὸ πρόγραμμα θὰ ὁλοκληρωθῇ μὲ ἐπιτυχίαν καὶ κατὰ τὰς προσεχεῖς ἡμέρας, ὁπότε ἀναμένεται ἡ ἄφιξις πλειόνων ἐπισκεπτῶν ἐκ τῶν ἐπαρχιῶν καὶ τοῦ ἐξωτερικοῦ.: [275, 1164, 536, 1253]
- section-airforce-swim: ΚΟΛΥΜΒΗΤΙΚΟΝ ΑΕΡΟΠΟΡΙΑΣ: [1204, 1073, 1488, 1097]
- ika-headline: ΔΙΟΡΙΣΜΟΙ ΥΠΑΛΛΗΛΩΝ ΕΙΣ ΤΟ Ι.Κ.Α.: [547, 1678, 900, 1710]
- article-text: ΑΘΗΝΑΙ, 24.– Συνεχίζεται ἡ ἐπισκέψις τοῦ κοινοῦ εἰς τὰ περίπτερα, ὅπου παρουσιάζονται τὰ νέα προϊόντα τῆς βιομηχανίας καὶ τῆς βιοτεχνίας. Κατὰ τὴν χθεσινὴν ἡμέραν ἡ προσέλευσις ὑπῆρξε πρωτοφανής, αἱ δὲ ἀρμόδιαι ὑπηρεσίαι ἀνακοινώνουν ὅτι τὸ πρόγραμμα θὰ ὁλοκληρωθῇ μὲ ἐπιτυχίαν καὶ κατὰ τὰς προσεχεῖς ἡμέρας, ὁπότε ἀναμένεται ἡ ἄφιξις πλειόνων ἐπισκεπτῶν ἐκ τῶν ἐπαρχιῶν καὶ τοῦ ἐξωτερικοῦ.: [911, 548, 1196, 638]
- exhibition-story-block: [6, 507, 536, 993]
- nato-story: [547, 497, 900, 796]
- ad-english-german-title: ΑΓΓΛΙΚΑ — ΓΕΡΜΑΝΙΚΑ: [296, 1749, 514, 1770]
- article-text: ΑΘΗΝΑΙ, 24.– Συνεχίζεται ἡ ἐπισκέψις τοῦ κοινοῦ εἰς τὰ περίπτερα, ὅπου παρουσιάζονται τὰ νέα προϊόντα τῆς βιομηχανίας καὶ τῆς βιοτεχνίας. Κατὰ τὴν χθεσινὴν ἡμέραν ἡ προσέλευσις ὑπῆρξε πρωτοφανής, αἱ δὲ ἀρμόδιαι ὑπηρεσίαι ἀνακοινώνουν ὅτι τὸ πρόγραμμα θὰ ὁλοκληρωθῇ μὲ ἐπιτυχίαν καὶ κατὰ τὰς προσεχεῖς ἡμέρας, ὁπότε ἀναμένεται ἡ ἄφιξις πλειόνων ἐπισκεπτῶν ἐκ τῶν ἐπαρχιῶν καὶ τοῦ ἐξωτερικοῦ.: [6, 1224, 267, 1313]
- article-text: ΑΘΗΝΑΙ, 24.– Συνεχίζεται ἡ ἐπισκέψις τοῦ κοινοῦ εἰς τὰ περίπτερα, ὅπου παρουσιάζονται τὰ νέα προϊόντα τῆς βιομηχανίας καὶ τῆς βιοτεχνίας. Κατὰ τὴν χθεσινὴν ἡμέραν ἡ προσέλευσις ὑπῆρξε πρωτοφανής, αἱ δὲ ἀρμόδιαι ὑπηρεσίαι ἀνακοινώνουν ὅτι τὸ πρόγραμμα θὰ ὁλοκληρωθῇ μὲ ἐπιτυχίαν καὶ κατὰ τὰς προσεχεῖς ἡμέρας, ὁπότε ἀναμένεται ἡ ἄφιξις πλειόνων ἐπισκεπτῶν ἐκ τῶν ἐπαρχιῶν καὶ τοῦ ἐξωτερικοῦ.: [911, 358, 1196, 447]
- ad-tutoring-title: ΦΡΟΝΤΙΣΤΗΡΙΑ Γ. ΣΤΑΥΡΙΑΝΙΔΟΥ: [325, 1793, 486, 1835]
- section-holdfast: ΕΛΗΞΕΝ Η «ΧΟΛΝΤ ΦΑΣΤ»: [727, 504, 900, 528]
- article-text: ΑΘΗΝΑΙ, 24.– Συνεχίζεται ἡ ἐπισκέψις τοῦ κοινοῦ εἰς τὰ περίπτερα, ὅπου παρουσιάζονται τὰ νέα προϊόντα τῆς βιομηχανίας καὶ τῆς βιοτεχνίας. Κατὰ τὴν χθεσινὴν ἡμέραν ἡ προσέλευσις ὑπῆρξε πρωτοφανής, αἱ δὲ ἀρμόδιαι ὑπηρεσίαι ἀνακοινώνουν ὅτι τὸ πρόγραμμα θὰ ὁλοκληρωθῇ μὲ ἐπιτυχίαν καὶ κατὰ τὰς προσεχεῖς ἡμέρας, ὁπότε ἀναμένεται ἡ ἄφιξις πλειόνων ἐπισκεπτῶν ἐκ τῶν ἐπαρχιῶν καὶ τοῦ ἐξωτερικοῦ.: [6, 673, 174, 828]
- ad-publisher-line: ΕΚΔΟΤΙΚΟΝ ΟΙΚΟΝ: [317, 2189, 494, 2210]
- ad-english-german: [275, 1742, 536, 1778]
- customs-story: [547, 857, 900, 1334]
- article-text: ΑΘΗΝΑΙ, 24.– Συνεχίζεται ἡ ἐπισκέψις τοῦ κοινοῦ εἰς τὰ περίπτερα, ὅπου παρουσιάζονται τὰ νέα προϊόντα τῆς βιομηχανίας καὶ τῆς βιοτεχνίας. Κατὰ τὴν χθεσινὴν ἡμέραν ἡ προσέλευσις ὑπῆρξε πρωτοφανής, αἱ δὲ ἀρμόδιαι ὑπηρεσίαι ἀνακοινώνουν ὅτι τὸ πρόγραμμα θὰ ὁλοκληρωθῇ μὲ ἐπιτυχίαν καὶ κατὰ τὰς προσεχεῖς ἡμέρας, ὁπότε ἀναμένεται ἡ ἄφιξις πλειόνων ἐπισκεπτῶν ἐκ τῶν ἐπαρχιῶν καὶ τοῦ ἐξωτερικοῦ.: [547, 502, 720, 644]
- article-text: ΑΘΗΝΑΙ, 24.– Συνεχίζεται ἡ ἐπισκέψις τοῦ κοινοῦ εἰς τὰ περίπτερα, ὅπου παρουσιάζονται τὰ νέα προϊόντα τῆς βιομηχανίας καὶ τῆς βιοτεχνίας. Κατὰ τὴν χθεσινὴν ἡμέραν ἡ προσέλευσις ὑπῆρξε πρωτοφανής, αἱ δὲ ἀρμόδιαι ὑπηρεσίαι ἀνακοινώνουν ὅτι τὸ πρόγραμμα θὰ ὁλοκληρωθῇ μὲ ἐπιτυχίαν καὶ κατὰ τὰς προσεχεῖς ἡμέρας, ὁπότε ἀναμένεται ἡ ἄφιξις πλειόνων ἐπισκεπτῶν ἐκ τῶν ἐπαρχιῶν καὶ τοῦ ἐξωτερικοῦ.: [6, 1354, 267, 1444]
- article-text: ΑΘΗΝΑΙ, 24.– Συνεχίζεται ἡ ἐπισκέψις τοῦ κοινοῦ εἰς τὰ περίπτερα, ὅπου παρουσιάζονται τὰ νέα προϊόντα τῆς βιομηχανίας καὶ τῆς βιοτεχνίας. Κατὰ τὴν χθεσινὴν ἡμέραν ἡ προσέλευσις ὑπῆρξε πρωτοφανής, αἱ δὲ ἀρμόδιαι ὑπηρεσίαι ἀνακοινώνουν ὅτι τὸ πρόγραμμα θὰ ὁλοκληρωθῇ μὲ ἐπιτυχίαν καὶ κατὰ τὰς προσεχεῖς ἡμέρας, ὁπότε ἀναμένεται ἡ ἄφιξις πλειόνων ἐπισκεπτῶν ἐκ τῶν ἐπαρχιῶν καὶ τοῦ ἐξωτερικοῦ.: [6, 833, 174, 988]
- article-text: ΑΘΗΝΑΙ, 24.– Συνεχίζεται ἡ ἐπισκέψις τοῦ κοινοῦ εἰς τὰ περίπτερα, ὅπου παρουσιάζονται τὰ νέα προϊόντα τῆς βιομηχανίας καὶ τῆς βιοτεχνίας. Κατὰ τὴν χθεσινὴν ἡμέραν ἡ προσέλευσις ὑπῆρξε πρωτοφανής, αἱ δὲ ἀρμόδιαι ὑπηρεσίαι ἀνακοινώνουν ὅτι τὸ πρόγραμμα θὰ ὁλοκληρωθῇ μὲ ἐπιτυχίαν καὶ κατὰ τὰς προσεχεῖς ἡμέρας, ὁπότε ἀναμένεται ἡ ἄφιξις πλειόνων ἐπισκεπτῶν ἐκ τῶν ἐπαρχιῶν καὶ τοῦ ἐξωτερικοῦ.: [727, 1157, 900, 1299]
- section-alexandroupoli: ΑΠΟ ΤΗΝ ΑΛΕΞ/ΠΟΛΙΝ: [547, 2111, 720, 2134]
- nato-headline-2: Η ΑΣΚΗΣΙΣ ΤΟΥ ΝΑΤΟ «ΦΛΑΣ ΜΠΑΚ»: [578, 450, 869, 470]
- article-text: ΑΘΗΝΑΙ, 24.– Συνεχίζεται ἡ ἐπισκέψις τοῦ κοινοῦ εἰς τὰ περίπτερα, ὅπου παρουσιάζονται τὰ νέα προϊόντα τῆς βιομηχανίας καὶ τῆς βιοτεχνίας. Κατὰ τὴν χθεσινὴν ἡμέραν ἡ προσέλευσις ὑπῆρξε πρωτοφανής, αἱ δὲ ἀρμόδιαι ὑπηρεσίαι ἀνακοινώνουν ὅτι τὸ πρόγραμμα θὰ ὁλοκληρωθῇ μὲ ἐπιτυχίαν καὶ κατὰ τὰς προσεχεῖς ἡμέρας, ὁπότε ἀναμένεται ἡ ἄφιξις πλειόνων ἐπισκεπτῶν ἐκ τῶν ἐπαρχιῶν καὶ τοῦ ἐξωτερικοῦ.: [547, 1383, 720, 1525]
- exhibition-columns: [6, 993, 536, 1544]
- runner-photo-caption: Ὁ γενικὸς νικητὴς τοῦ δρόμου 800 μ. Πρώτη εἰς τὸ ἅλμα εἰς ὕψος ἡ Γιωργιά Ξηρού.: [911, 884, 1196, 911]
- article-text: ΑΘΗΝΑΙ, 24.– Συνεχίζεται ἡ ἐπισκέψις τοῦ κοινοῦ εἰς τὰ περίπτερα, ὅπου παρουσιάζονται τὰ νέα προϊόντα τῆς βιομηχανίας καὶ τῆς βιοτεχνίας. Κατὰ τὴν χθεσινὴν ἡμέραν ἡ προσέλευσις ὑπῆρξε πρωτοφανής, αἱ δὲ ἀρμόδιαι ὑπηρεσίαι ἀνακοινώνουν ὅτι τὸ πρόγραμμα θὰ ὁλοκληρωθῇ μὲ ἐπιτυχίαν καὶ κατὰ τὰς προσεχεῖς ἡμέρας, ὁπότε ἀναμένεται ἡ ἄφιξις πλειόνων ἐπισκεπτῶν ἐκ τῶν ἐπαρχιῶν καὶ τοῦ ἐξωτερικοῦ.: [275, 1033, 536, 1123]
- cotton-headline-2: ΔΙΑ ΤΗΝ ΑΠΑΓΟΡΕΥΣΙΝ ΕΜΠΟΡΙΑΣ ΒΑΜΒΑΚΟΣ: [547, 1356, 900, 1379]
- article-text: ΑΘΗΝΑΙ, 24.– Συνεχίζεται ἡ ἐπισκέψις τοῦ κοινοῦ εἰς τὰ περίπτερα, ὅπου παρουσιάζονται τὰ νέα προϊόντα τῆς βιομηχανίας καὶ τῆς βιοτεχνίας. Κατὰ τὴν χθεσινὴν ἡμέραν ἡ προσέλευσις ὑπῆρξε πρωτοφανής, αἱ δὲ ἀρμόδιαι ὑπηρεσίαι ἀνακοινώνουν ὅτι τὸ πρόγραμμα θὰ ὁλοκληρωθῇ μὲ ἐπιτυχίαν καὶ κατὰ τὰς προσεχεῖς ἡμέρας, ὁπότε ἀναμένεται ἡ ἄφιξις πλειόνων ἐπισκεπτῶν ἐκ τῶν ἐπαρχιῶν καὶ τοῦ ἐξωτερικοῦ.: [911, 1015, 1196, 1105]
- article-text: ΑΘΗΝΑΙ, 24.– Συνεχίζεται ἡ ἐπισκέψις τοῦ κοινοῦ εἰς τὰ περίπτερα, ὅπου παρουσιάζονται τὰ νέα προϊόντα τῆς βιομηχανίας καὶ τῆς βιοτεχνίας. Κατὰ τὴν χθεσινὴν ἡμέραν ἡ προσέλευσις ὑπῆρξε πρωτοφανής, αἱ δὲ ἀρμόδιαι ὑπηρεσίαι ἀνακοινώνουν ὅτι τὸ πρόγραμμα θὰ ὁλοκληρωθῇ μὲ ἐπιτυχίαν καὶ κατὰ τὰς προσεχεῖς ἡμέρας, ὁπότε ἀναμένεται ἡ ἄφιξις πλειόνων ἐπισκεπτῶν ἐκ τῶν ἐπαρχιῶν καὶ τοῦ ἐξωτερικοῦ.: [1204, 358, 1488, 447]
- local-news-block: [6, 2160, 536, 2355]
- sports-kicker: Βαλκανικοὶ καὶ ποδοσφαιρικοὶ ἀγῶνες: [911, 56, 1488, 88]
- sports-subhead-2: καὶ «Ἄρεως» - «Ἀπόλλωνος» τῶν Ἀθηνῶν: [994, 288, 1406, 311]
- article-text: ΑΘΗΝΑΙ, 24.– Συνεχίζεται ἡ ἐπισκέψις τοῦ κοινοῦ εἰς τὰ περίπτερα, ὅπου παρουσιάζονται τὰ νέα προϊόντα τῆς βιομηχανίας καὶ τῆς βιοτεχνίας. Κατὰ τὴν χθεσινὴν ἡμέραν ἡ προσέλευσις ὑπῆρξε πρωτοφανής, αἱ δὲ ἀρμόδιαι ὑπηρεσίαι ἀνακοινώνουν ὅτι τὸ πρόγραμμα θὰ ὁλοκληρωθῇ μὲ ἐπιτυχίαν καὶ κατὰ τὰς προσεχεῖς ἡμέρας, ὁπότε ἀναμένεται ἡ ἄφιξις πλειόνων ἐπισκεπτῶν ἐκ τῶν ἐπαρχιῶν καὶ τοῦ ἐξωτερικοῦ.: [547, 1961, 720, 2103]
- ad-publisher-line: ΣΧΟΛΙΚΑ ΒΙΒΛΙΑ: [330, 2246, 481, 2267]
- section-germany: Η ΗΜΕΡΑ ΤΗΣ ΓΕΡΜΑΝΙΑΣ: [6, 1000, 267, 1028]
- article-text: ΑΘΗΝΑΙ, 24.– Συνεχίζεται ἡ ἐπισκέψις τοῦ κοινοῦ εἰς τὰ περίπτερα, ὅπου παρουσιάζονται τὰ νέα προϊόντα τῆς βιομηχανίας καὶ τῆς βιοτεχνίας. Κατὰ τὴν χθεσινὴν ἡμέραν ἡ προσέλευσις ὑπῆρξε πρωτοφανής, αἱ δὲ ἀρμόδιαι ὑπηρεσίαι ἀνακοινώνουν ὅτι τὸ πρόγραμμα θὰ ὁλοκληρωθῇ μὲ ἐπιτυχίαν καὶ κατὰ τὰς προσεχεῖς ἡμέρας, ὁπότε ἀναμένεται ἡ ἄφιξις πλειόνων ἐπισκεπτῶν ἐκ τῶν ἐπαρχιῶν καὶ τοῦ ἐξωτερικοῦ.: [727, 1961, 900, 2103]
- article-text: ΑΘΗΝΑΙ, 24.– Συνεχίζεται ἡ ἐπισκέψις τοῦ κοινοῦ εἰς τὰ περίπτερα, ὅπου παρουσιάζονται τὰ νέα προϊόντα τῆς βιομηχανίας καὶ τῆς βιοτεχνίας. Κατὰ τὴν χθεσινὴν ἡμέραν ἡ προσέλευσις ὑπῆρξε πρωτοφανής, αἱ δὲ ἀρμόδιαι ὑπηρεσίαι ἀνακοινώνουν ὅτι τὸ πρόγραμμα θὰ ὁλοκληρωθῇ μὲ ἐπιτυχίαν καὶ κατὰ τὰς προσεχεῖς ἡμέρας, ὁπότε ἀναμένεται ἡ ἄφιξις πλειόνων ἐπισκεπτῶν ἐκ τῶν ἐπαρχιῶν καὶ τοῦ ἐξωτερικοῦ.: [1204, 548, 1488, 638]
- section-athens-news: ΜΙΚΡΑΙ ΕΙΔΗΣΕΙΣ ΕΞ ΑΘΗΝΩΝ ΧΩΡΙΣ ΤΙΤΛΟΝ: [6, 1551, 536, 1581]
- exhibition-kicker: Μετά θριαμβευτικήν πορείαν εἴκοσιν ἡμερῶν: [41, 62, 500, 88]
- section-local-news: ΜΙΚΡΑΙ ΕΓΧΩΡΙΟΙ ΕΙΔΗΣΕΙΣ ΧΩΡΙΣ ΤΙΤΛΟΝ: [6, 2127, 536, 2157]
- article-text: ΑΘΗΝΑΙ, 24.– Συνεχίζεται ἡ ἐπισκέψις τοῦ κοινοῦ εἰς τὰ περίπτερα, ὅπου παρουσιάζονται τὰ νέα προϊόντα τῆς βιομηχανίας καὶ τῆς βιοτεχνίας. Κατὰ τὴν χθεσινὴν ἡμέραν ἡ προσέλευσις ὑπῆρξε πρωτοφανής, αἱ δὲ ἀρμόδιαι ὑπηρεσίαι ἀνακοινώνουν ὅτι τὸ πρόγραμμα θὰ ὁλοκληρωθῇ μὲ ἐπιτυχίαν καὶ κατὰ τὰς προσεχεῖς ἡμέρας, ὁπότε ἀναμένεται ἡ ἄφιξις πλειόνων ἐπισκεπτῶν ἐκ τῶν ἐπαρχιῶν καὶ τοῦ ἐξωτερικοῦ.: [1204, 453, 1488, 543]
- article-text: ΑΘΗΝΑΙ, 24.– Συνεχίζεται ἡ ἐπισκέψις τοῦ κοινοῦ εἰς τὰ περίπτερα, ὅπου παρουσιάζονται τὰ νέα προϊόντα τῆς βιομηχανίας καὶ τῆς βιοτεχνίας. Κατὰ τὴν χθεσινὴν ἡμέραν ἡ προσέλευσις ὑπῆρξε πρωτοφανής, αἱ δὲ ἀρμόδιαι ὑπηρεσίαι ἀνακοινώνουν ὅτι τὸ πρόγραμμα θὰ ὁλοκληρωθῇ μὲ ἐπιτυχίαν καὶ κατὰ τὰς προσεχεῖς ἡμέρας, ὁπότε ἀναμένεται ἡ ἄφιξις πλειόνων ἐπισκεπτῶν ἐκ τῶν ἐπαρχιῶν καὶ τοῦ ἐξωτερικοῦ.: [727, 1010, 900, 1152]
- section-thessaloniki: ΤΟ ΠΡΟΓΡΑΜΜΑ ΘΕΣΣΑΛΟΝΙΚΗΣ: [1204, 947, 1488, 970]
- article-text: ΑΘΗΝΑΙ, 24.– Συνεχίζεται ἡ ἐπισκέψις τοῦ κοινοῦ εἰς τὰ περίπτερα, ὅπου παρουσιάζονται τὰ νέα προϊόντα τῆς βιομηχανίας καὶ τῆς βιοτεχνίας. Κατὰ τὴν χθεσινὴν ἡμέραν ἡ προσέλευσις ὑπῆρξε πρωτοφανής, αἱ δὲ ἀρμόδιαι ὑπηρεσίαι ἀνακοινώνουν ὅτι τὸ πρόγραμμα θὰ ὁλοκληρωθῇ μὲ ἐπιτυχίαν καὶ κατὰ τὰς προσεχεῖς ἡμέρας, ὁπότε ἀναμένεται ἡ ἄφιξις πλειόνων ἐπισκεπτῶν ἐκ τῶν ἐπαρχιῶν καὶ τοῦ ἐξωτερικοῦ.: [1204, 1480, 1488, 1569]
- article-text: ΑΘΗΝΑΙ, 24.– Συνεχίζεται ἡ ἐπισκέψις τοῦ κοινοῦ εἰς τὰ περίπτερα, ὅπου παρουσιάζονται τὰ νέα προϊόντα τῆς βιομηχανίας καὶ τῆς βιοτεχνίας. Κατὰ τὴν χθεσινὴν ἡμέραν ἡ προσέλευσις ὑπῆρξε πρωτοφανής, αἱ δὲ ἀρμόδιαι ὑπηρεσίαι ἀνακοινώνουν ὅτι τὸ πρόγραμμα θὰ ὁλοκληρωθῇ μὲ ἐπιτυχίαν καὶ κατὰ τὰς προσεχεῖς ἡμέρας, ὁπότε ἀναμένεται ἡ ἄφιξις πλειόνων ἐπισκεπτῶν ἐκ τῶν ἐπαρχιῶν καὶ τοῦ ἐξωτερικοῦ.: [727, 862, 900, 1004]
- nato-headline-3: ΓΙΝΕΤΑΙ ΥΠΟ ΑΤΟΜΙΚΑΣ ΣΥΝΘΗΚΑΣ: [547, 471, 900, 497]
- athens-news-block: [6, 1585, 536, 2119]
- exhibition-headline-2: ΑΙ ΠΥΛΑΙ ΤΗΣ 25ΗΣ ΕΚΘΕΣΕΩΣ: [42, 200, 500, 305]
- section-alexandreia: ΑΠΟ ΤΗΝ ΑΛΕΞΑΝΔΡΕΙΑΝ: [727, 1933, 900, 1956]
- section-kavala: ΣΥΣΚΕΨΙΣ ΠΟΛΙΤΙΚΩΝ ΣΥΝΤΑΞΙΟΥΧΩΝ ΕΙΣ ΚΑΒΑΛΑΝ: [6, 1878, 267, 1925]
- ika-story: [547, 1710, 900, 1862]
- article-text: ΑΘΗΝΑΙ, 24.– Συνεχίζεται ἡ ἐπισκέψις τοῦ κοινοῦ εἰς τὰ περίπτερα, ὅπου παρουσιάζονται τὰ νέα προϊόντα τῆς βιομηχανίας καὶ τῆς βιοτεχνίας. Κατὰ τὴν χθεσινὴν ἡμέραν ἡ προσέλευσις ὑπῆρξε πρωτοφανής, αἱ δὲ ἀρμόδιαι ὑπηρεσίαι ἀνακοινώνουν ὅτι τὸ πρόγραμμα θὰ ὁλοκληρωθῇ μὲ ἐπιτυχίαν καὶ κατὰ τὰς προσεχεῖς ἡμέρας, ὁπότε ἀναμένεται ἡ ἄφιξις πλειόνων ἐπισκεπτῶν ἐκ τῶν ἐπαρχιῶν καὶ τοῦ ἐξωτερικοῦ.: [547, 1010, 720, 1152]
